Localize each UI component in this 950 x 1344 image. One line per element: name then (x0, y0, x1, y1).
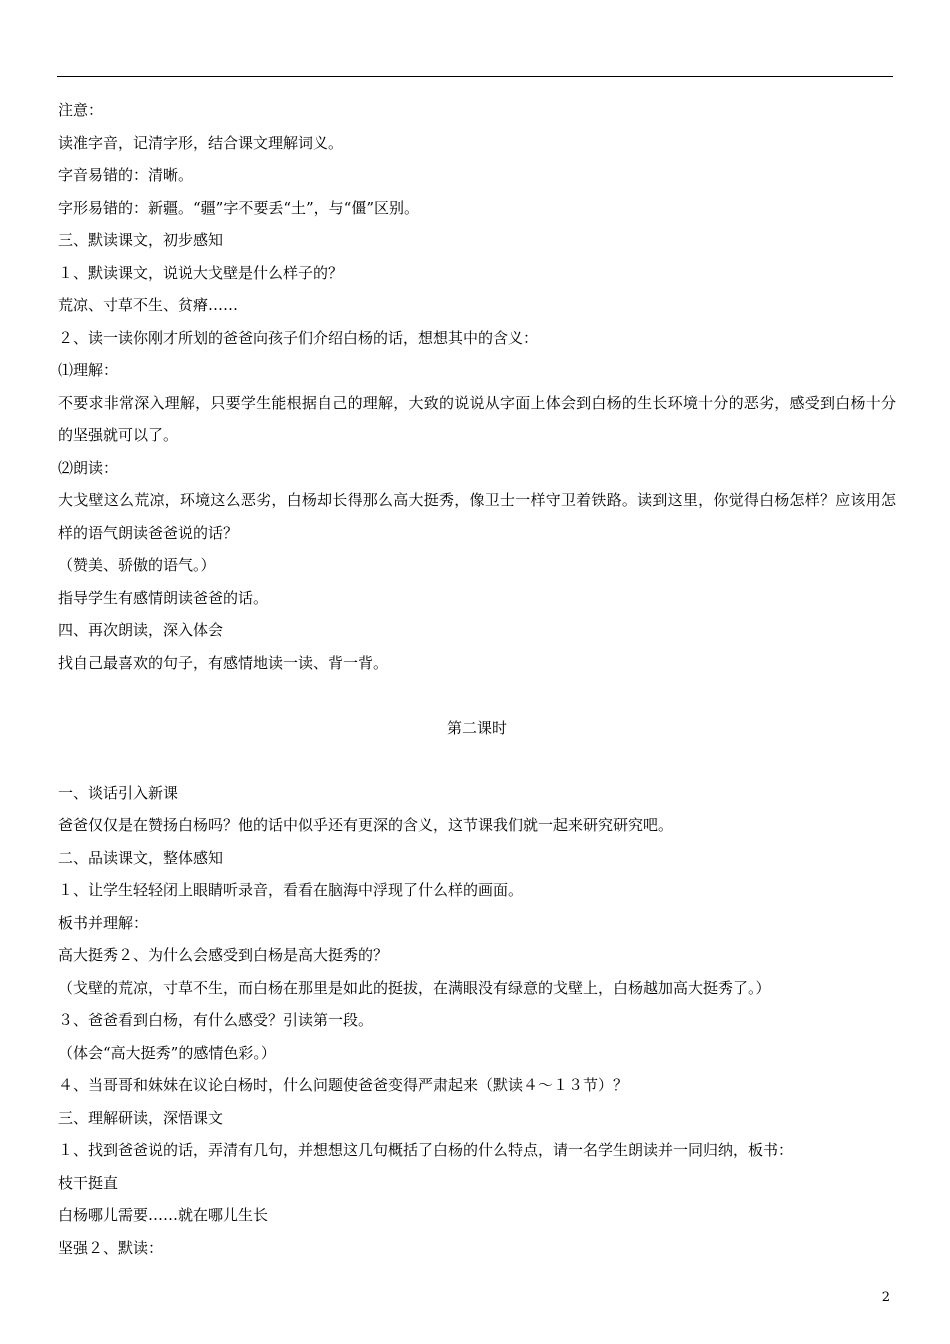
text-line: 荒凉、寸草不生、贫瘠…… (58, 296, 239, 314)
text-line: （赞美、骄傲的语气。） (58, 556, 216, 574)
text-line: １、默读课文，说说大戈壁是什么样子的？ (58, 263, 344, 282)
text-line: 枝干挺直 (58, 1173, 119, 1192)
blank-line (58, 679, 896, 712)
text-line: 字音易错的：清晰。 (58, 166, 194, 184)
document-body (58, 94, 896, 1264)
text-line: 注意： (58, 101, 104, 119)
page-number: 2 (881, 1290, 890, 1305)
section-heading: 四、再次朗读，深入体会 (58, 621, 224, 639)
section-heading: 三、理解研读，深悟课文 (58, 1108, 224, 1127)
text-line: 爸爸仅仅是在赞扬白杨吗？他的话中似乎还有更深的含义，这节课我们就一起来研究研究吧。 (58, 816, 674, 834)
text-line: 坚强２、默读： (58, 1238, 164, 1257)
text-line: ⑴理解： (58, 361, 119, 379)
blank-line (58, 744, 896, 777)
section-heading: 三、默读课文，初步感知 (58, 231, 224, 249)
text-line: ４、当哥哥和妹妹在议论白杨时，什么问题使爸爸变得严肃起来（默读４～１３节）？ (58, 1076, 629, 1094)
paragraph: 大戈壁这么荒凉，环境这么恶劣，白杨却长得那么高大挺秀，像卫士一样守卫着铁路。读到这里，你觉得白杨怎样？应该用怎样的语气朗读爸爸说的话？ (58, 491, 896, 542)
text-line: １、找到爸爸说的话，弄清有几句，并想想这几句概括了白杨的什么特点，请一名学生朗读并一同归纳，板书： (58, 1141, 794, 1159)
section-heading: 一、谈话引入新课 (58, 783, 179, 802)
lesson-title: 第二课时 (446, 718, 507, 737)
paragraph: 不要求非常深入理解，只要学生能根据自己的理解，大致的说说从字面上体会到白杨的生长环境十分的恶劣，感受到白杨十分的坚强就可以了。 (58, 393, 896, 444)
text-line: （体会“高大挺秀”的感情色彩。） (58, 1043, 276, 1062)
text-line: （戈壁的荒凉，寸草不生，而白杨在那里是如此的挺拔，在满眼没有绿意的戈壁上，白杨越加高大挺秀了。） (58, 978, 771, 997)
text-line: ３、爸爸看到白杨，有什么感受？引读第一段。 (58, 1011, 374, 1029)
text-line: 字形易错的：新疆。“疆”字不要丢“土”，与“僵”区别。 (58, 198, 420, 217)
section-heading: 二、品读课文，整体感知 (58, 848, 224, 867)
header-rule (57, 76, 893, 77)
text-line: 白杨哪儿需要……就在哪儿生长 (58, 1206, 269, 1224)
text-line: 读准字音，记清字形，结合课文理解词义。 (58, 133, 344, 152)
text-line: ２、读一读你刚才所划的爸爸向孩子们介绍白杨的话，想想其中的含义： (58, 328, 539, 347)
text-line: 高大挺秀２、为什么会感受到白杨是高大挺秀的？ (58, 946, 389, 964)
text-line: １、让学生轻轻闭上眼睛听录音，看看在脑海中浮现了什么样的画面。 (58, 881, 524, 899)
text-line: 指导学生有感情朗读爸爸的话。 (58, 588, 269, 607)
text-line: 找自己最喜欢的句子，有感情地读一读、背一背。 (58, 653, 389, 672)
text-line: 板书并理解： (58, 913, 149, 932)
text-line: ⑵朗读： (58, 458, 119, 477)
